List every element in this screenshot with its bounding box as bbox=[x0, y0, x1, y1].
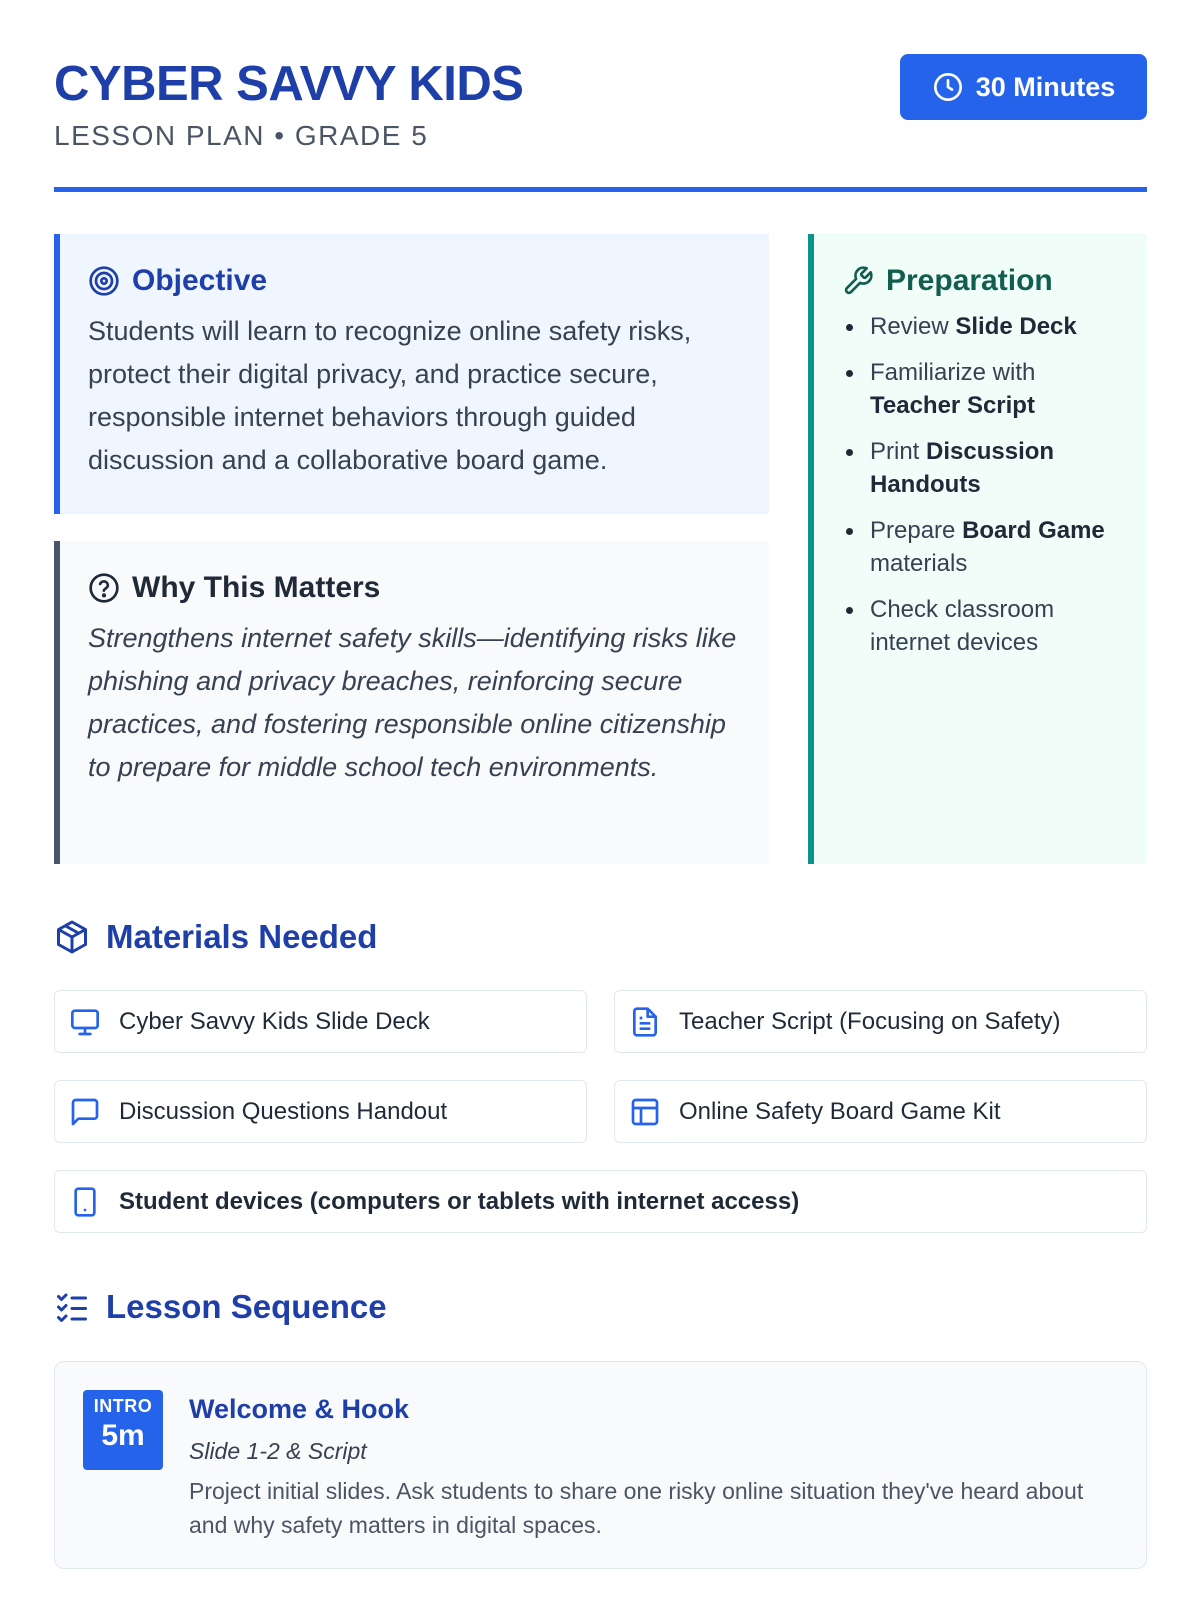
objective-text: Students will learn to recognize online safety risks, protect their digital privacy, and practice secure, responsible internet behaviors through guided discussion and a collaborative board game. bbox=[88, 316, 692, 475]
overview-grid bbox=[54, 234, 1147, 864]
why-matters-text: Strengthens internet safety skills—identifying risks like phishing and privacy breaches, reinforcing secure practices, and fostering responsible online citizenship to prepare for middle school tech environments. bbox=[88, 623, 737, 782]
checklist-icon bbox=[54, 1289, 90, 1325]
target-icon bbox=[88, 265, 120, 297]
layout-icon bbox=[629, 1096, 661, 1128]
step-reference: Slide 1-2 & Script bbox=[189, 1438, 367, 1464]
lesson-plan-page bbox=[54, 0, 1147, 1538]
sequence-heading bbox=[54, 1288, 387, 1326]
header-divider bbox=[54, 187, 1147, 192]
material-item: Online Safety Board Game Kit bbox=[614, 1080, 1147, 1143]
why-matters-card bbox=[54, 541, 769, 864]
list-item: Print Discussion Handouts bbox=[842, 435, 1125, 501]
step-title: Welcome & Hook bbox=[189, 1394, 410, 1424]
list-item: Prepare Board Game materials bbox=[842, 514, 1125, 580]
duration-label: 30 Minutes bbox=[975, 71, 1116, 102]
step-phase: INTRO bbox=[93, 1396, 153, 1416]
chat-icon bbox=[69, 1096, 101, 1128]
page-subtitle: LESSON PLAN • GRADE 5 bbox=[54, 120, 429, 151]
duration-badge bbox=[900, 54, 1147, 120]
list-item: Familiarize with Teacher Script bbox=[842, 356, 1125, 422]
wrench-icon bbox=[842, 265, 874, 297]
help-circle-icon bbox=[88, 572, 120, 604]
why-matters-title: Why This Matters bbox=[132, 571, 381, 604]
preparation-card bbox=[808, 234, 1147, 864]
material-item: Cyber Savvy Kids Slide Deck bbox=[54, 990, 587, 1053]
materials-heading bbox=[54, 918, 377, 956]
page-title: CYBER SAVVY KIDS bbox=[54, 57, 524, 111]
clock-icon bbox=[932, 71, 964, 103]
material-item: Discussion Questions Handout bbox=[54, 1080, 587, 1143]
sequence-title: Lesson Sequence bbox=[106, 1288, 387, 1325]
list-item: Check classroom internet devices bbox=[842, 593, 1125, 659]
document-icon bbox=[629, 1006, 661, 1038]
preparation-title: Preparation bbox=[886, 264, 1053, 297]
step-duration: 5m bbox=[101, 1419, 145, 1452]
material-item: Teacher Script (Focusing on Safety) bbox=[614, 990, 1147, 1053]
step-description: Project initial slides. Ask students to share one risky online situation they've heard about and why safety matters in digital spaces. bbox=[189, 1478, 1084, 1538]
objective-title: Objective bbox=[132, 264, 268, 297]
list-item: Review Slide Deck bbox=[842, 310, 1125, 343]
preparation-list bbox=[842, 310, 1125, 659]
material-item: Student devices (computers or tablets with internet access) bbox=[54, 1170, 1147, 1233]
package-icon bbox=[54, 919, 90, 955]
materials-title: Materials Needed bbox=[106, 918, 378, 955]
header bbox=[54, 0, 1147, 195]
step-badge bbox=[83, 1390, 163, 1470]
tablet-icon bbox=[69, 1186, 101, 1218]
objective-card bbox=[54, 234, 769, 514]
lesson-step bbox=[54, 1361, 1147, 1569]
monitor-icon bbox=[69, 1006, 101, 1038]
